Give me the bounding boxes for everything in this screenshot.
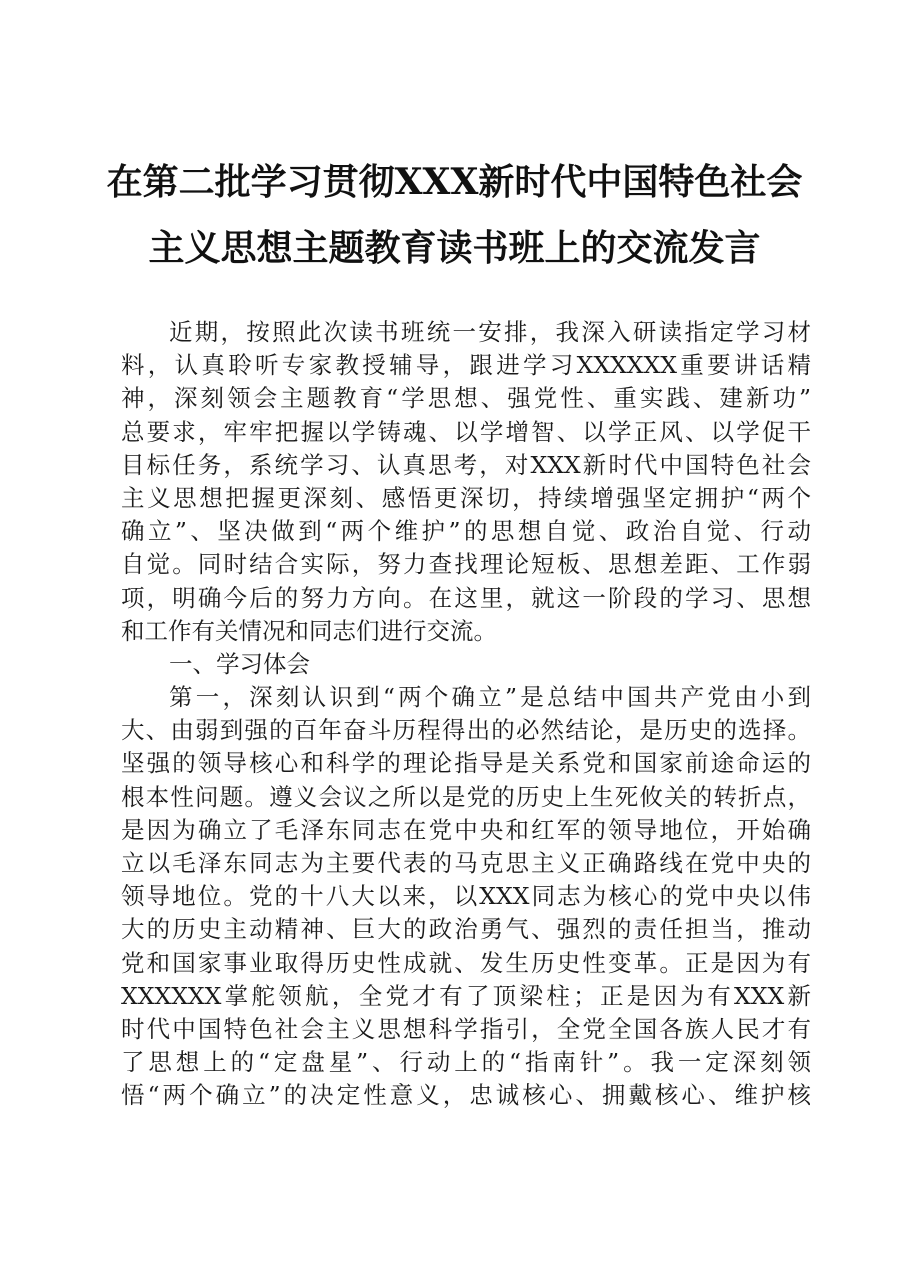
body-line: 第一，深刻认识到“两个确立”是总结中国共产党由小到 — [169, 683, 811, 712]
body-line: 了思想上的“定盘星”、行动上的“指南针”。我一定深刻领 — [121, 1048, 811, 1077]
section-heading: 一、学习体会 — [169, 649, 310, 678]
body-line: 和工作有关情况和同志们进行交流。 — [121, 616, 497, 645]
body-line: 悟“两个确立”的决定性意义，忠诚核心、拥戴核心、维护核 — [121, 1081, 811, 1110]
body-line: 近期，按照此次读书班统一安排，我深入研读指定学习材 — [169, 318, 811, 346]
body-line: 总要求，牢牢把握以学铸魂、以学增智、以学正风、以学促干 — [121, 417, 811, 446]
body-line: 时代中国特色社会主义思想科学指引，全党全国各族人民才有 — [121, 1014, 811, 1043]
body-line: 神，深刻领会主题教育“学思想、强党性、重实践、建新功” — [121, 384, 811, 413]
body-line: XXXXXX掌舵领航，全党才有了顶梁柱；正是因为有XXX新 — [121, 981, 811, 1010]
body-line: 党和国家事业取得历史性成就、发生历史性变革。正是因为有 — [121, 948, 811, 977]
body-line: 项，明确今后的努力方向。在这里，就这一阶段的学习、思想 — [121, 583, 811, 612]
body-line: 主义思想把握更深刻、感悟更深切，持续增强坚定拥护“两个 — [121, 483, 811, 512]
body-line: 领导地位。党的十八大以来，以XXX同志为核心的党中央以伟 — [121, 882, 811, 911]
body-line: 自觉。同时结合实际，努力查找理论短板、思想差距、工作弱 — [121, 550, 811, 579]
body-line: 坚强的领导核心和科学的理论指导是关系党和国家前途命运的 — [121, 749, 811, 778]
body-line: 大的历史主动精神、巨大的政治勇气、强烈的责任担当，推动 — [121, 915, 811, 944]
body-line: 根本性问题。遵义会议之所以是党的历史上生死攸关的转折点， — [121, 782, 811, 811]
body-line: 立以毛泽东同志为主要代表的马克思主义正确路线在党中央的 — [121, 849, 811, 877]
body-line: 料，认真聆听专家教授辅导，跟进学习XXXXXX重要讲话精 — [121, 351, 811, 380]
body-line: 确立”、坚决做到“两个维护”的思想自觉、政治自觉、行动 — [121, 517, 811, 546]
body-line: 大、由弱到强的百年奋斗历程得出的必然结论，是历史的选择。 — [121, 716, 811, 745]
document-body — [121, 316, 811, 1113]
document-title-line-1: 在第二批学习贯彻XXX新时代中国特色社会 — [106, 161, 803, 203]
document-title-line-2: 主义思想主题教育读书班上的交流发言 — [148, 227, 761, 269]
body-line: 目标任务，系统学习、认真思考，对XXX新时代中国特色社会 — [121, 450, 811, 479]
body-line: 是因为确立了毛泽东同志在党中央和红军的领导地位，开始确 — [121, 815, 811, 844]
